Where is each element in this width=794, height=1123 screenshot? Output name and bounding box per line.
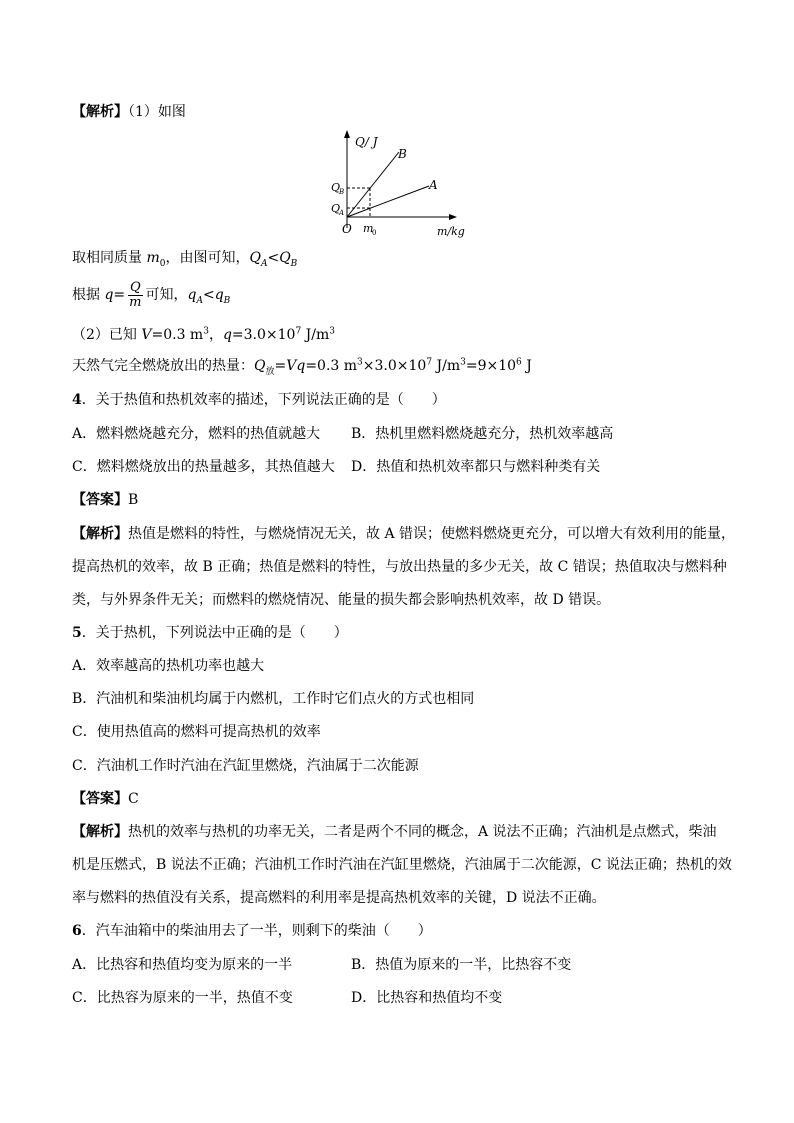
- symbol-q: Q: [279, 250, 291, 266]
- sub: B: [223, 295, 231, 306]
- q5-option-d: C．汽油机工作时汽油在汽缸里燃烧，汽油属于二次能源: [72, 758, 419, 774]
- question-5-stem: [72, 623, 348, 643]
- question-number: 4: [72, 392, 82, 408]
- q5-analysis-line-2: 机是压燃式，B 说法不正确；汽油机工作时汽油在汽缸里燃烧，汽油属于二次能源，C 说法正确；热机的效: [72, 857, 732, 873]
- analysis-text: 热机的效率与热机的功率无关，二者是两个不同的概念，A 说法不正确；汽油机是点燃式，柴油: [128, 824, 717, 840]
- text: J/m: [432, 358, 461, 374]
- qa-label: Q: [331, 202, 341, 215]
- q4-answer: [72, 490, 138, 510]
- symbol-q: q: [104, 287, 114, 303]
- y-axis-label: Q/ J: [355, 135, 378, 149]
- text: 取相同质量: [72, 250, 147, 266]
- q6-option-c: C．比热容为原来的一半，热值不变: [72, 990, 293, 1006]
- q5-analysis-line-3: 率与燃料的热值没有关系，提高燃料的利用率是提高热机效率的关键，D 说法不正确。: [72, 890, 606, 906]
- numerator: Q: [129, 279, 141, 295]
- q4-analysis-line-1: [72, 524, 735, 544]
- question-4-stem: [72, 390, 446, 410]
- fraction: [127, 281, 143, 310]
- para-same-mass: [72, 248, 297, 268]
- question-stem: ．关于热机，下列说法中正确的是（ ）: [81, 625, 348, 641]
- q4-option-a: A．燃料燃烧越充分，燃料的热值就越大: [72, 426, 321, 442]
- q-m-graph: [325, 128, 470, 240]
- answer-label: 【答案】: [72, 492, 128, 508]
- text: =9×10: [465, 358, 517, 374]
- text: =: [113, 287, 126, 303]
- q5-option-b: B．汽油机和柴油机均属于内燃机，工作时它们点火的方式也相同: [72, 691, 475, 707]
- q6-option-b: B．热值为原来的一半，比热容不变: [351, 957, 572, 973]
- text: <: [267, 250, 280, 266]
- para-heat-released: [72, 356, 532, 376]
- denominator: m: [129, 294, 142, 310]
- q5-option-a: A．效率越高的热机功率也越大: [72, 658, 265, 674]
- analysis-label: 【解析】: [72, 104, 128, 120]
- y-axis-arrow-icon: [344, 130, 350, 138]
- qa-sub: A: [339, 209, 345, 217]
- question-number: 5: [72, 625, 82, 641]
- question-number: 6: [72, 923, 82, 939]
- text: ×3.0×10: [362, 358, 427, 374]
- text: ，: [208, 327, 223, 343]
- answer-value: B: [128, 492, 139, 508]
- sup: 3: [460, 357, 466, 368]
- sup: 7: [426, 357, 433, 368]
- x-axis-arrow-icon: [449, 214, 457, 220]
- sub: 放: [265, 366, 275, 377]
- line-b-label: B: [398, 147, 407, 161]
- sup: 3: [203, 326, 209, 337]
- question-6-stem: [72, 921, 432, 941]
- answer-value: C: [128, 791, 139, 807]
- symbol-v: V: [141, 327, 152, 343]
- sub: B: [290, 258, 298, 269]
- sup: 3: [329, 326, 335, 337]
- symbol-q: q: [187, 287, 197, 303]
- q5-answer: [72, 789, 139, 809]
- analysis-label: 【解析】: [72, 526, 128, 542]
- answer-label: 【答案】: [72, 791, 128, 807]
- text: J/m: [301, 327, 330, 343]
- sub: A: [260, 258, 268, 269]
- text: 可知，: [145, 287, 188, 303]
- para-given: [72, 325, 335, 345]
- symbol-q: q: [222, 327, 232, 343]
- sup: 6: [516, 357, 522, 368]
- analysis-text: 热值是燃料的特性，与燃烧情况无关，故 A 错误；使燃料燃烧更充分，可以增大有效利用的能量，: [128, 526, 736, 542]
- text: <: [202, 287, 215, 303]
- symbol-q: Q: [249, 250, 261, 266]
- analysis-label: 【解析】: [72, 824, 128, 840]
- text: =3.0×10: [231, 327, 296, 343]
- m0-label: m: [363, 222, 374, 235]
- q4-option-d: D．热值和热机效率都只与燃料种类有关: [351, 459, 601, 475]
- sup: 7: [295, 326, 302, 337]
- sub: 0: [159, 258, 166, 269]
- question-stem: ．关于热值和热机效率的描述，下列说法正确的是（ ）: [81, 392, 446, 408]
- origin-label: O: [342, 222, 352, 236]
- qb-label: Q: [331, 181, 341, 194]
- symbol-m: m: [146, 250, 160, 266]
- text: ，由图可知，: [165, 250, 250, 266]
- text: =: [274, 358, 287, 374]
- line-a-label: A: [429, 178, 438, 192]
- symbol-q: Q: [254, 358, 266, 374]
- question-stem: ．汽车油箱中的柴油用去了一半，则剩下的柴油（ ）: [81, 923, 432, 939]
- q4-analysis-line-2: 提高热机的效率，故 B 正确；热值是燃料的特性，与放出热量的多少无关，故 C 错误；热值取决与燃料种: [72, 559, 727, 575]
- text: =0.3 m: [305, 358, 358, 374]
- q4-option-c: C．燃料燃烧放出的热量越多，其热值越大: [72, 459, 335, 475]
- q4-option-b: B．热机里燃料燃烧越充分，热机效率越高: [351, 426, 614, 442]
- analysis-text: （1）如图: [128, 104, 186, 120]
- x-axis-label: m/kg: [437, 225, 465, 238]
- para-formula: [72, 280, 230, 310]
- sub: A: [196, 295, 203, 306]
- q5-analysis-line-1: [72, 822, 717, 842]
- symbol-vq: Vq: [286, 358, 306, 374]
- m0-sub: 0: [372, 229, 377, 237]
- text: 根据: [72, 287, 105, 303]
- text: J: [521, 358, 532, 374]
- text: 天然气完全燃烧放出的热量：: [72, 358, 254, 374]
- sup: 3: [357, 357, 363, 368]
- text: （2）已知: [72, 327, 142, 343]
- symbol-q: q: [214, 287, 224, 303]
- q5-option-c: C．使用热值高的燃料可提高热机的效率: [72, 724, 321, 740]
- q6-option-d: D．比热容和热值均不变: [351, 990, 503, 1006]
- q6-option-a: A．比热容和热值均变为原来的一半: [72, 957, 293, 973]
- text: =0.3 m: [151, 327, 204, 343]
- analysis-heading: [72, 102, 186, 122]
- qb-sub: B: [339, 188, 345, 196]
- q4-analysis-line-3: 类，与外界条件无关；而燃料的燃烧情况、能量的损失都会影响热机效率，故 D 错误。: [72, 592, 611, 608]
